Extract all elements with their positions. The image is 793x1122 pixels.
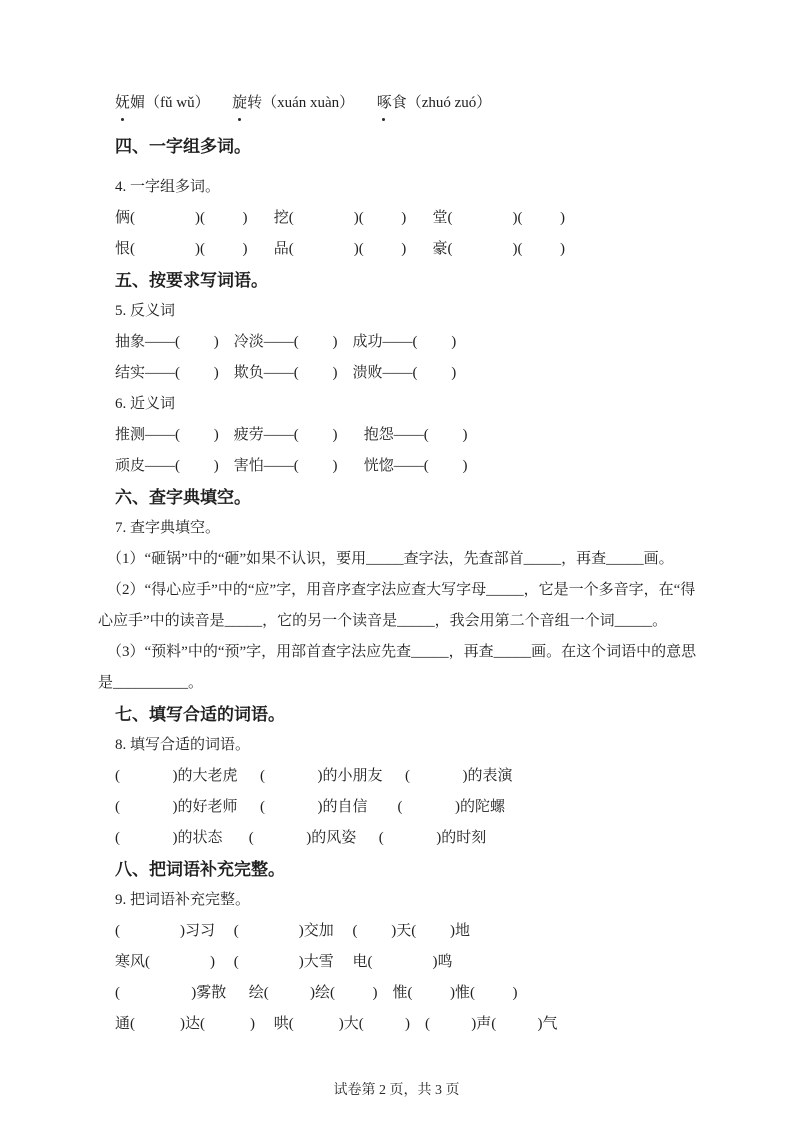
antonym-row: 结实——( ) 欺负——( ) 溃败——( ) [115,365,457,381]
antonym-row: 抽象——( ) 冷淡——( ) 成功——( ) [115,334,457,350]
dictionary-subquestion-3-continued: 是__________。 [98,675,204,691]
dictionary-subquestion-3: （3）“预料”中的“预”字，用部首查字法应先查_____，再查_____画。在这个词语中的意思 [107,644,697,660]
synonym-row: 推测——( ) 疲劳——( ) 抱怨——( ) [115,427,468,443]
pinyin-choices-line: 妩媚（fǔ wǔ） 旋转（xuán xuàn） 啄食（zhuó zuó） [115,88,697,119]
phrase-fill-row: ( )的大老虎 ( )的小朋友 ( )的表演 [115,768,513,784]
synonym-row: 顽皮——( ) 害怕——( ) 恍惚——( ) [115,458,468,474]
idiom-complete-row: ( )雾散 绘( )绘( ) 惟( )惟( ) [115,985,518,1001]
question6-label: 6. 近义词 [115,396,176,412]
question8-label: 8. 填写合适的词语。 [115,737,251,753]
section4-heading: 四、一字组多词。 [115,137,251,156]
section8-heading: 八、把词语补充完整。 [115,860,285,879]
section6-heading: 六、查字典填空。 [115,488,251,507]
phrase-fill-row: ( )的状态 ( )的风姿 ( )的时刻 [115,830,487,846]
question5-label: 5. 反义词 [115,303,176,319]
idiom-complete-row: 通( )达( ) 哄( )大( ) ( )声( )气 [115,1016,558,1032]
word-building-row: 恨( )( ) 品( )( ) 豪( )( ) [115,241,565,257]
question4-label: 4. 一字组多词。 [115,179,221,195]
page-footer: 试卷第 2 页，共 3 页 [333,1083,460,1098]
dictionary-subquestion-1: （1）“砸锅”中的“砸”如果不认识，要用_____查字法，先查部首_____，再查_____画。 [107,551,674,567]
dictionary-subquestion-2-continued: 心应手”中的读音是_____，它的另一个读音是_____，我会用第二个音组一个词_____。 [98,613,668,629]
phrase-fill-row: ( )的好老师 ( )的自信 ( )的陀螺 [115,799,505,815]
section7-heading: 七、填写合适的词语。 [115,705,285,724]
dictionary-subquestion-2: （2）“得心应手”中的“应”字，用音序查字法应查大写字母_____，它是一个多音字，在“得 [107,582,696,598]
emphasized-char: 妩 [115,88,130,119]
idiom-complete-row: ( )习习 ( )交加 ( )天( )地 [115,923,470,939]
question7-label: 7. 查字典填空。 [115,520,221,536]
section5-heading: 五、按要求写词语。 [115,271,268,290]
emphasized-char: 啄 [377,88,392,119]
idiom-complete-row: 寒风( ) ( )大雪 电( )鸣 [115,954,453,970]
question9-label: 9. 把词语补充完整。 [115,892,251,908]
word-building-row: 俩( )( ) 挖( )( ) 堂( )( ) [115,210,565,226]
emphasized-char: 旋 [232,88,247,119]
